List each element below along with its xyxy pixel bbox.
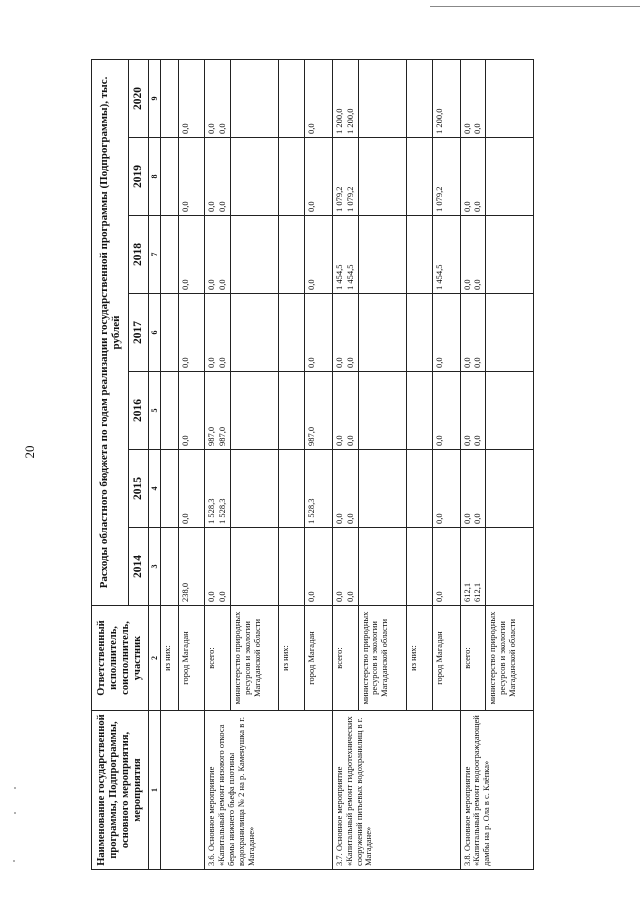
value-line: 0,0 — [433, 357, 444, 368]
budget-table-rotated — [91, 62, 539, 870]
value-line: 0,0 — [180, 435, 191, 446]
value-cell — [278, 372, 304, 450]
column-index: 7 — [149, 216, 161, 294]
value-line: 0,0 — [461, 279, 472, 290]
value-cell — [460, 450, 486, 528]
budget-table — [91, 59, 534, 870]
value-line: 0,0 — [217, 357, 228, 368]
year-header: 2015 — [129, 450, 149, 528]
value-cell — [161, 294, 179, 372]
value-cell — [332, 294, 358, 372]
value-line: 0,0 — [180, 357, 191, 368]
executor-cell: из них: — [161, 606, 179, 711]
value-line: 0,0 — [433, 435, 444, 446]
value-cell — [332, 59, 358, 137]
value-cell — [460, 528, 486, 606]
value-cell — [332, 138, 358, 216]
year-header: 2016 — [129, 372, 149, 450]
value-line: 0,0 — [206, 357, 217, 368]
value-line: 0,0 — [180, 201, 191, 212]
executor-cell: министерство природных ресурсов и экологии Магаданской области — [230, 606, 278, 711]
executor-cell: всего: — [460, 606, 486, 711]
value-cell — [179, 138, 205, 216]
value-line: 0,0 — [472, 201, 483, 212]
value-line: 0,0 — [333, 435, 344, 446]
value-line: 1 079,2 — [433, 186, 444, 212]
activity-name-cell: 3.8. Основное мероприятие «Капитальный ремонт водоограждающей дамбы на р. Ола в с. Клёпка» — [460, 711, 534, 870]
scan-top-rule — [430, 6, 640, 7]
value-line: 0,0 — [206, 201, 217, 212]
value-line: 0,0 — [344, 513, 355, 524]
value-cell — [406, 138, 432, 216]
value-line: 0,0 — [217, 279, 228, 290]
value-cell — [304, 294, 332, 372]
column-index-row — [149, 59, 161, 869]
year-header: 2017 — [129, 294, 149, 372]
value-cell — [230, 372, 278, 450]
expenses-group-header: Расходы областного бюджета по годам реализации государственной программы (Подпрограммы), тыс. рублей — [92, 59, 129, 605]
value-cell — [205, 294, 231, 372]
value-cell — [161, 528, 179, 606]
value-cell — [358, 528, 406, 606]
value-line: 0,0 — [180, 279, 191, 290]
executor-cell: из них: — [406, 606, 432, 711]
value-line: 0,0 — [461, 435, 472, 446]
value-line: 0,0 — [206, 591, 217, 602]
value-cell — [230, 294, 278, 372]
value-cell — [161, 59, 179, 137]
year-header: 2020 — [129, 59, 149, 137]
value-line: 987,0 — [217, 426, 228, 446]
value-cell — [278, 294, 304, 372]
value-line: 1 200,0 — [433, 108, 444, 134]
value-cell — [358, 372, 406, 450]
value-cell — [179, 528, 205, 606]
executor-cell: город Магадан — [432, 606, 460, 711]
value-cell — [304, 450, 332, 528]
value-cell — [278, 450, 304, 528]
value-cell — [432, 528, 460, 606]
scan-speck — [14, 787, 16, 789]
value-cell — [179, 450, 205, 528]
value-cell — [332, 216, 358, 294]
column-index: 5 — [149, 372, 161, 450]
value-cell — [332, 372, 358, 450]
value-cell — [161, 372, 179, 450]
value-line: 0,0 — [217, 201, 228, 212]
value-line: 238,0 — [180, 582, 191, 602]
value-cell — [406, 372, 432, 450]
value-line: 987,0 — [206, 426, 217, 446]
header-row-top — [92, 59, 129, 869]
value-line: 0,0 — [472, 279, 483, 290]
value-cell — [161, 450, 179, 528]
value-line: 1 200,0 — [344, 108, 355, 134]
value-line: 0,0 — [433, 591, 444, 602]
value-line: 0,0 — [461, 513, 472, 524]
value-cell — [486, 372, 534, 450]
value-cell — [460, 59, 486, 137]
value-cell — [406, 59, 432, 137]
value-line: 0,0 — [344, 591, 355, 602]
column-index: 8 — [149, 138, 161, 216]
value-cell — [460, 372, 486, 450]
table-row — [205, 59, 231, 869]
value-cell — [486, 294, 534, 372]
name-column-header: Наименование государственной программы, Подпрограммы, основного мероприятия, мероприятия — [92, 711, 149, 870]
value-cell — [460, 216, 486, 294]
value-cell — [460, 294, 486, 372]
value-cell — [406, 528, 432, 606]
value-cell — [304, 216, 332, 294]
value-line: 0,0 — [206, 123, 217, 134]
value-cell — [432, 216, 460, 294]
value-cell — [278, 138, 304, 216]
scan-speck — [13, 860, 15, 862]
value-cell — [304, 59, 332, 137]
value-line: 1 079,2 — [333, 186, 344, 212]
value-line: 987,0 — [305, 426, 316, 446]
value-cell — [278, 528, 304, 606]
value-cell — [230, 59, 278, 137]
activity-name-cell: 3.6. Основное мероприятие «Капитальный ремонт низового откоса бермы нижнего бьефа плотины водохранилища № 2 на р. Каменушка в г. Магадане» — [205, 711, 333, 870]
value-line: 1 454,5 — [344, 264, 355, 290]
value-cell — [432, 372, 460, 450]
column-index: 9 — [149, 59, 161, 137]
value-cell — [358, 450, 406, 528]
value-line: 0,0 — [333, 513, 344, 524]
value-line: 1 454,5 — [433, 264, 444, 290]
executor-column-header: Ответственный исполнитель, соисполнитель, участник — [92, 606, 149, 711]
table-row — [332, 59, 358, 869]
page-number: 20 — [22, 445, 37, 459]
value-cell — [304, 528, 332, 606]
value-cell — [179, 216, 205, 294]
value-cell — [486, 450, 534, 528]
value-line: 1 454,5 — [333, 264, 344, 290]
value-line: 0,0 — [472, 513, 483, 524]
value-cell — [304, 372, 332, 450]
value-cell — [230, 450, 278, 528]
executor-cell: из них: — [278, 606, 304, 711]
value-line: 612,1 — [461, 582, 472, 602]
year-header: 2019 — [129, 138, 149, 216]
value-line: 0,0 — [344, 435, 355, 446]
value-line: 0,0 — [333, 357, 344, 368]
year-header: 2018 — [129, 216, 149, 294]
value-cell — [432, 59, 460, 137]
value-cell — [179, 372, 205, 450]
value-line: 0,0 — [461, 201, 472, 212]
value-cell — [304, 138, 332, 216]
value-line: 1 528,3 — [305, 498, 316, 524]
activity-name-cell: 3.7. Основное мероприятие «Капитальный ремонт гидротехнических сооружений питьевых водохранилищ в г. Магадане» — [332, 711, 460, 870]
value-cell — [486, 59, 534, 137]
value-line: 612,1 — [472, 582, 483, 602]
value-cell — [358, 294, 406, 372]
value-cell — [406, 450, 432, 528]
executor-cell: министерство природных ресурсов и экологии Магаданской области — [486, 606, 534, 711]
value-line: 0,0 — [305, 357, 316, 368]
value-cell — [161, 138, 179, 216]
value-line: 0,0 — [461, 123, 472, 134]
value-cell — [205, 216, 231, 294]
value-cell — [278, 59, 304, 137]
value-line: 0,0 — [206, 279, 217, 290]
executor-cell: город Магадан — [179, 606, 205, 711]
value-cell — [179, 294, 205, 372]
column-index: 6 — [149, 294, 161, 372]
value-line: 0,0 — [305, 279, 316, 290]
value-cell — [406, 294, 432, 372]
executor-cell: всего: — [205, 606, 231, 711]
value-cell — [205, 450, 231, 528]
value-line: 0,0 — [305, 201, 316, 212]
column-index: 1 — [149, 711, 161, 870]
executor-cell: министерство природных ресурсов и экологии Магаданской области — [358, 606, 406, 711]
value-line: 0,0 — [305, 591, 316, 602]
value-line: 0,0 — [461, 357, 472, 368]
value-line: 1 079,2 — [344, 186, 355, 212]
value-line: 1 528,3 — [217, 498, 228, 524]
value-cell — [332, 450, 358, 528]
value-cell — [332, 528, 358, 606]
column-index: 4 — [149, 450, 161, 528]
column-index: 3 — [149, 528, 161, 606]
executor-cell: всего: — [332, 606, 358, 711]
value-line: 0,0 — [472, 123, 483, 134]
value-cell — [358, 216, 406, 294]
value-line: 1 528,3 — [206, 498, 217, 524]
value-cell — [205, 59, 231, 137]
value-cell — [161, 216, 179, 294]
value-cell — [230, 138, 278, 216]
value-line: 0,0 — [180, 123, 191, 134]
value-cell — [358, 138, 406, 216]
value-cell — [230, 216, 278, 294]
value-cell — [432, 294, 460, 372]
table-row — [161, 59, 179, 869]
value-line: 0,0 — [217, 591, 228, 602]
year-header: 2014 — [129, 528, 149, 606]
value-line: 0,0 — [180, 513, 191, 524]
value-cell — [205, 138, 231, 216]
table-body — [161, 59, 534, 869]
value-line: 0,0 — [472, 435, 483, 446]
value-cell — [358, 59, 406, 137]
value-line: 1 200,0 — [333, 108, 344, 134]
activity-name-cell — [161, 711, 205, 870]
value-line: 0,0 — [433, 513, 444, 524]
value-cell — [278, 216, 304, 294]
value-cell — [486, 216, 534, 294]
value-cell — [205, 528, 231, 606]
value-cell — [179, 59, 205, 137]
executor-cell: город Магадан — [304, 606, 332, 711]
scan-speck — [14, 812, 16, 814]
value-cell — [230, 528, 278, 606]
value-cell — [432, 450, 460, 528]
value-line: 0,0 — [344, 357, 355, 368]
value-cell — [460, 138, 486, 216]
column-index: 2 — [149, 606, 161, 711]
table-row — [460, 59, 486, 869]
value-cell — [432, 138, 460, 216]
value-line: 0,0 — [305, 123, 316, 134]
value-cell — [486, 528, 534, 606]
value-line: 0,0 — [472, 357, 483, 368]
value-line: 0,0 — [333, 591, 344, 602]
value-cell — [486, 138, 534, 216]
value-cell — [406, 216, 432, 294]
value-line: 0,0 — [217, 123, 228, 134]
value-cell — [205, 372, 231, 450]
